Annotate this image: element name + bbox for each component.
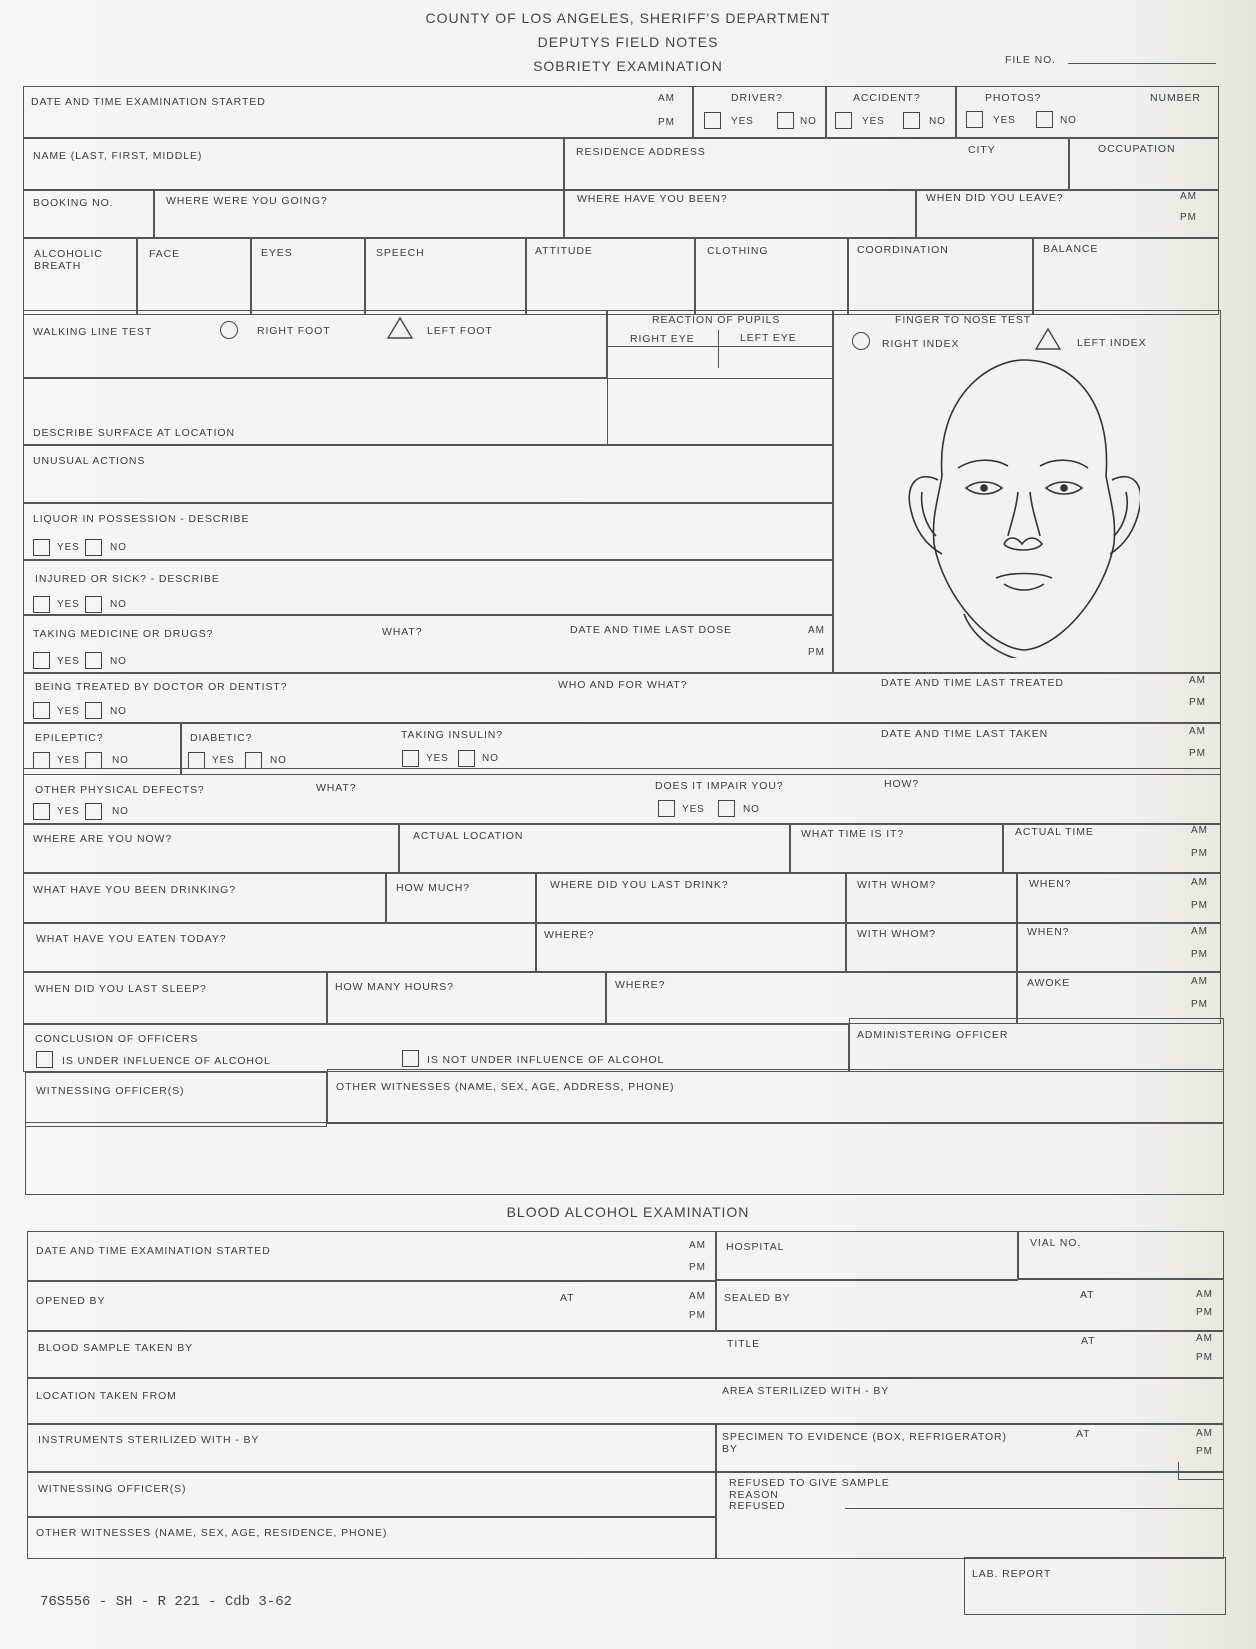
witnessing-label: WITNESSING OFFICER(S) (36, 1085, 185, 1097)
injured-yes-checkbox[interactable] (33, 596, 50, 613)
date-time-started-field[interactable] (23, 86, 693, 138)
diabetic-yes-checkbox[interactable] (188, 752, 205, 769)
no-label: NO (110, 542, 127, 553)
what-label: WHAT? (382, 626, 423, 638)
yes-label: YES (57, 755, 80, 766)
right-index-circle-icon (852, 332, 870, 350)
no-label: NO (112, 755, 129, 766)
taking-insulin-label: TAKING INSULIN? (401, 729, 503, 741)
photos-label: PHOTOS? (985, 92, 1042, 104)
left-foot-triangle-icon (386, 316, 414, 340)
treated-no-checkbox[interactable] (85, 702, 102, 719)
date-last-treated-label: DATE AND TIME LAST TREATED (881, 677, 1064, 689)
where-label: WHERE? (615, 979, 666, 991)
lab-report-field[interactable] (964, 1557, 1226, 1615)
form-code: 76S556 - SH - R 221 - Cdb 3-62 (40, 1594, 293, 1610)
no-label: NO (743, 804, 760, 815)
at-label: AT (1076, 1428, 1091, 1440)
where-now-label: WHERE ARE YOU NOW? (33, 833, 173, 845)
am-label: AM (1191, 926, 1208, 937)
blood-alcohol-title: BLOOD ALCOHOL EXAMINATION (506, 1204, 750, 1220)
am-label: AM (1196, 1333, 1213, 1344)
actual-time-label: ACTUAL TIME (1015, 826, 1094, 838)
instruments-sterilized-field[interactable] (27, 1423, 716, 1473)
been-drinking-field[interactable] (23, 873, 386, 923)
am-label: AM (689, 1240, 706, 1251)
pm-label: PM (1191, 848, 1208, 859)
date-last-taken-label: DATE AND TIME LAST TAKEN (881, 728, 1049, 740)
awoke-label: AWOKE (1027, 977, 1071, 989)
yes-label: YES (57, 599, 80, 610)
accident-yes-checkbox[interactable] (835, 112, 852, 129)
been-drinking-label: WHAT HAVE YOU BEEN DRINKING? (33, 884, 236, 896)
other-physical-defects-field[interactable] (23, 768, 1221, 824)
vial-label: VIAL NO. (1030, 1237, 1082, 1249)
last-sleep-field[interactable] (23, 972, 327, 1024)
refused2-label: REFUSED (729, 1500, 786, 1512)
witnessing-officers-field[interactable] (25, 1072, 327, 1127)
pm-label: PM (1191, 999, 1208, 1010)
at-label: AT (1081, 1335, 1096, 1347)
blood-sample-taken-field[interactable] (27, 1330, 1224, 1379)
refused-label: REFUSED TO GIVE SAMPLE (729, 1477, 890, 1489)
alcoholic-breath-label: ALCOHOLIC BREATH (34, 248, 103, 272)
booking-label: BOOKING NO. (33, 197, 114, 209)
am-label: AM (1191, 877, 1208, 888)
impair-label: DOES IT IMPAIR YOU? (655, 780, 784, 792)
no-label: NO (270, 755, 287, 766)
at-label: AT (560, 1292, 575, 1304)
am-label: AM (1180, 191, 1197, 202)
treated-yes-checkbox[interactable] (33, 702, 50, 719)
no-label: NO (929, 116, 946, 127)
eyes-label: EYES (261, 247, 293, 259)
pm-label: PM (1189, 697, 1206, 708)
no-label: NO (110, 706, 127, 717)
is-under-label: IS UNDER INFLUENCE OF ALCOHOL (62, 1055, 271, 1067)
yes-label: YES (993, 115, 1016, 126)
am-label: AM (689, 1291, 706, 1302)
date-time-started-label: DATE AND TIME EXAMINATION STARTED (31, 96, 266, 108)
is-not-under-influence-checkbox[interactable] (402, 1050, 419, 1067)
blood-date-time-label: DATE AND TIME EXAMINATION STARTED (36, 1245, 271, 1257)
where-last-drink-label: WHERE DID YOU LAST DRINK? (550, 879, 729, 891)
liquor-yes-checkbox[interactable] (33, 539, 50, 556)
clothing-label: CLOTHING (707, 245, 769, 257)
pm-label: PM (1191, 949, 1208, 960)
what-time-label: WHAT TIME IS IT? (801, 828, 905, 840)
medicine-yes-checkbox[interactable] (33, 652, 50, 669)
sealed-by-label: SEALED BY (724, 1292, 791, 1304)
pm-label: PM (1191, 900, 1208, 911)
pm-label: PM (1196, 1352, 1213, 1363)
left-index-triangle-icon (1034, 327, 1062, 351)
driver-yes-checkbox[interactable] (704, 112, 721, 129)
city-label: CITY (968, 144, 996, 156)
with-whom-label: WITH WHOM? (857, 879, 936, 891)
last-sleep-label: WHEN DID YOU LAST SLEEP? (35, 983, 207, 995)
liquor-label: LIQUOR IN POSSESSION - DESCRIBE (33, 513, 250, 525)
yes-label: YES (426, 753, 449, 764)
sealed-by-field[interactable] (716, 1279, 1224, 1332)
file-no-line[interactable] (1068, 63, 1216, 64)
left-index-label: LEFT INDEX (1077, 337, 1147, 349)
no-label: NO (1060, 115, 1077, 126)
injured-label: INJURED OR SICK? - DESCRIBE (35, 573, 220, 585)
pupils-divider (607, 346, 833, 347)
blood-other-witnesses-label: OTHER WITNESSES (NAME, SEX, AGE, RESIDENCE, PHONE) (36, 1527, 388, 1539)
pm-label: PM (1196, 1307, 1213, 1318)
medicine-no-checkbox[interactable] (85, 652, 102, 669)
unusual-actions-label: UNUSUAL ACTIONS (33, 455, 146, 467)
specimen-label: SPECIMEN TO EVIDENCE (BOX, REFRIGERATOR) (722, 1431, 1007, 1443)
where-label: WHERE? (544, 929, 595, 941)
pm-label: PM (689, 1262, 706, 1273)
epileptic-no-checkbox[interactable] (85, 752, 102, 769)
diabetic-no-checkbox[interactable] (245, 752, 262, 769)
am-label: AM (658, 93, 675, 104)
treated-by-label: BEING TREATED BY DOCTOR OR DENTIST? (35, 681, 288, 693)
number-label: NUMBER (1150, 92, 1201, 104)
location-taken-label: LOCATION TAKEN FROM (36, 1390, 177, 1402)
administering-officer-field[interactable] (849, 1018, 1224, 1072)
impair-yes-checkbox[interactable] (658, 800, 675, 817)
yes-label: YES (862, 116, 885, 127)
pupils-center-tick (718, 330, 719, 368)
insulin-no-checkbox[interactable] (458, 750, 475, 767)
defects-yes-checkbox[interactable] (33, 803, 50, 820)
eaten-today-label: WHAT HAVE YOU EATEN TODAY? (36, 933, 227, 945)
yes-label: YES (57, 656, 80, 667)
with-whom-label: WITH WHOM? (857, 928, 936, 940)
head-diagram-icon (900, 358, 1140, 658)
epileptic-yes-checkbox[interactable] (33, 752, 50, 769)
coordination-label: COORDINATION (857, 244, 949, 256)
header-line-2: DEPUTYS FIELD NOTES (537, 34, 719, 50)
how-many-hours-label: HOW MANY HOURS? (335, 981, 454, 993)
am-label: AM (1196, 1289, 1213, 1300)
conclusion-label: CONCLUSION OF OFFICERS (35, 1033, 199, 1045)
diabetic-label: DIABETIC? (190, 732, 253, 744)
finger-nose-label: FINGER TO NOSE TEST (895, 314, 1032, 326)
is-not-under-label: IS NOT UNDER INFLUENCE OF ALCOHOL (427, 1054, 665, 1066)
photos-no-checkbox[interactable] (1036, 111, 1053, 128)
insulin-yes-checkbox[interactable] (402, 750, 419, 767)
witnesses-continued-field[interactable] (25, 1122, 1224, 1195)
other-witnesses-field[interactable] (327, 1069, 1224, 1124)
am-label: AM (1191, 976, 1208, 987)
am-label: AM (1196, 1428, 1213, 1439)
where-been-label: WHERE HAVE YOU BEEN? (577, 193, 728, 205)
how-label: HOW? (884, 778, 920, 790)
when-leave-label: WHEN DID YOU LEAVE? (926, 192, 1064, 204)
area-sterilized-label: AREA STERILIZED WITH - BY (722, 1385, 890, 1397)
when-label: WHEN? (1027, 926, 1070, 938)
left-eye-label: LEFT EYE (740, 332, 797, 344)
sample-taken-label: BLOOD SAMPLE TAKEN BY (38, 1342, 194, 1354)
how-many-hours-field[interactable] (327, 972, 606, 1024)
administering-label: ADMINISTERING OFFICER (857, 1029, 1009, 1041)
yes-label: YES (682, 804, 705, 815)
am-label: AM (1189, 726, 1206, 737)
actual-location-label: ACTUAL LOCATION (413, 830, 524, 842)
yes-label: YES (57, 806, 80, 817)
other-witnesses-label: OTHER WITNESSES (NAME, SEX, AGE, ADDRESS, PHONE) (336, 1081, 675, 1093)
eaten-today-field[interactable] (23, 923, 536, 972)
yes-label: YES (731, 116, 754, 127)
yes-label: YES (57, 542, 80, 553)
right-foot-circle-icon (220, 321, 238, 339)
pm-label: PM (689, 1310, 706, 1321)
no-label: NO (110, 656, 127, 667)
no-label: NO (112, 806, 129, 817)
who-for-what-label: WHO AND FOR WHAT? (558, 679, 688, 691)
injured-field[interactable] (23, 560, 833, 615)
opened-by-label: OPENED BY (36, 1295, 106, 1307)
pm-label: PM (808, 647, 825, 658)
walking-line-label: WALKING LINE TEST (33, 326, 153, 338)
how-much-field[interactable] (386, 873, 536, 923)
attitude-label: ATTITUDE (535, 245, 593, 257)
balance-label: BALANCE (1043, 243, 1099, 255)
defects-no-checkbox[interactable] (85, 803, 102, 820)
name-label: NAME (LAST, FIRST, MIDDLE) (33, 150, 203, 162)
location-taken-field[interactable] (27, 1377, 1224, 1425)
hospital-label: HOSPITAL (726, 1241, 785, 1253)
file-no-label: FILE NO. (1005, 54, 1056, 66)
instruments-label: INSTRUMENTS STERILIZED WITH - BY (38, 1434, 260, 1446)
reason-label: REASON (729, 1489, 779, 1501)
yes-label: YES (57, 706, 80, 717)
right-foot-label: RIGHT FOOT (257, 325, 331, 337)
lab-report-label: LAB. REPORT (972, 1568, 1052, 1580)
header-line-1: COUNTY OF LOS ANGELES, SHERIFF'S DEPARTMENT (425, 10, 831, 26)
what-label: WHAT? (316, 782, 357, 794)
face-label: FACE (149, 248, 181, 260)
is-under-influence-checkbox[interactable] (36, 1051, 53, 1068)
liquor-field[interactable] (23, 503, 833, 560)
impair-no-checkbox[interactable] (718, 800, 735, 817)
no-label: NO (482, 753, 499, 764)
pm-label: PM (1196, 1446, 1213, 1457)
no-label: NO (110, 599, 127, 610)
occupation-label: OCCUPATION (1098, 143, 1176, 155)
where-going-label: WHERE WERE YOU GOING? (166, 195, 328, 207)
by-label: BY (722, 1443, 738, 1455)
refused-line (845, 1508, 1224, 1509)
liquor-no-checkbox[interactable] (85, 539, 102, 556)
title-label: TITLE (727, 1338, 761, 1350)
driver-no-checkbox[interactable] (777, 112, 794, 129)
residence-label: RESIDENCE ADDRESS (576, 146, 706, 158)
when-label: WHEN? (1029, 878, 1072, 890)
hospital-field[interactable] (716, 1231, 1018, 1281)
no-label: NO (800, 116, 817, 127)
accident-label: ACCIDENT? (853, 92, 921, 104)
am-label: AM (1191, 825, 1208, 836)
unusual-actions-field[interactable] (23, 445, 833, 503)
date-last-dose-label: DATE AND TIME LAST DOSE (570, 624, 732, 636)
photos-yes-checkbox[interactable] (966, 111, 983, 128)
other-defects-label: OTHER PHYSICAL DEFECTS? (35, 784, 205, 796)
accident-no-checkbox[interactable] (903, 112, 920, 129)
blood-witnessing-label: WITNESSING OFFICER(S) (38, 1483, 187, 1495)
pm-label: PM (658, 117, 675, 128)
yes-label: YES (212, 755, 235, 766)
at-label: AT (1080, 1289, 1095, 1301)
injured-no-checkbox[interactable] (85, 596, 102, 613)
describe-surface-label: DESCRIBE SURFACE AT LOCATION (33, 427, 235, 439)
reaction-pupils-label: REACTION OF PUPILS (652, 314, 781, 326)
how-much-label: HOW MUCH? (396, 882, 471, 894)
left-foot-label: LEFT FOOT (427, 325, 493, 337)
where-now-field[interactable] (23, 824, 399, 873)
am-label: AM (808, 625, 825, 636)
speech-label: SPEECH (376, 247, 425, 259)
right-eye-label: RIGHT EYE (630, 333, 695, 345)
taking-medicine-label: TAKING MEDICINE OR DRUGS? (33, 628, 214, 640)
name-field[interactable] (23, 138, 564, 190)
opened-by-field[interactable] (27, 1281, 716, 1332)
am-label: AM (1189, 675, 1206, 686)
epileptic-label: EPILEPTIC? (35, 732, 104, 744)
pm-label: PM (1189, 748, 1206, 759)
walking-line-test-field[interactable] (23, 310, 607, 378)
driver-label: DRIVER? (731, 92, 783, 104)
header-line-3: SOBRIETY EXAMINATION (533, 58, 723, 74)
sleep-where-field[interactable] (606, 972, 1017, 1024)
right-index-label: RIGHT INDEX (882, 338, 960, 350)
pm-label: PM (1180, 212, 1197, 223)
